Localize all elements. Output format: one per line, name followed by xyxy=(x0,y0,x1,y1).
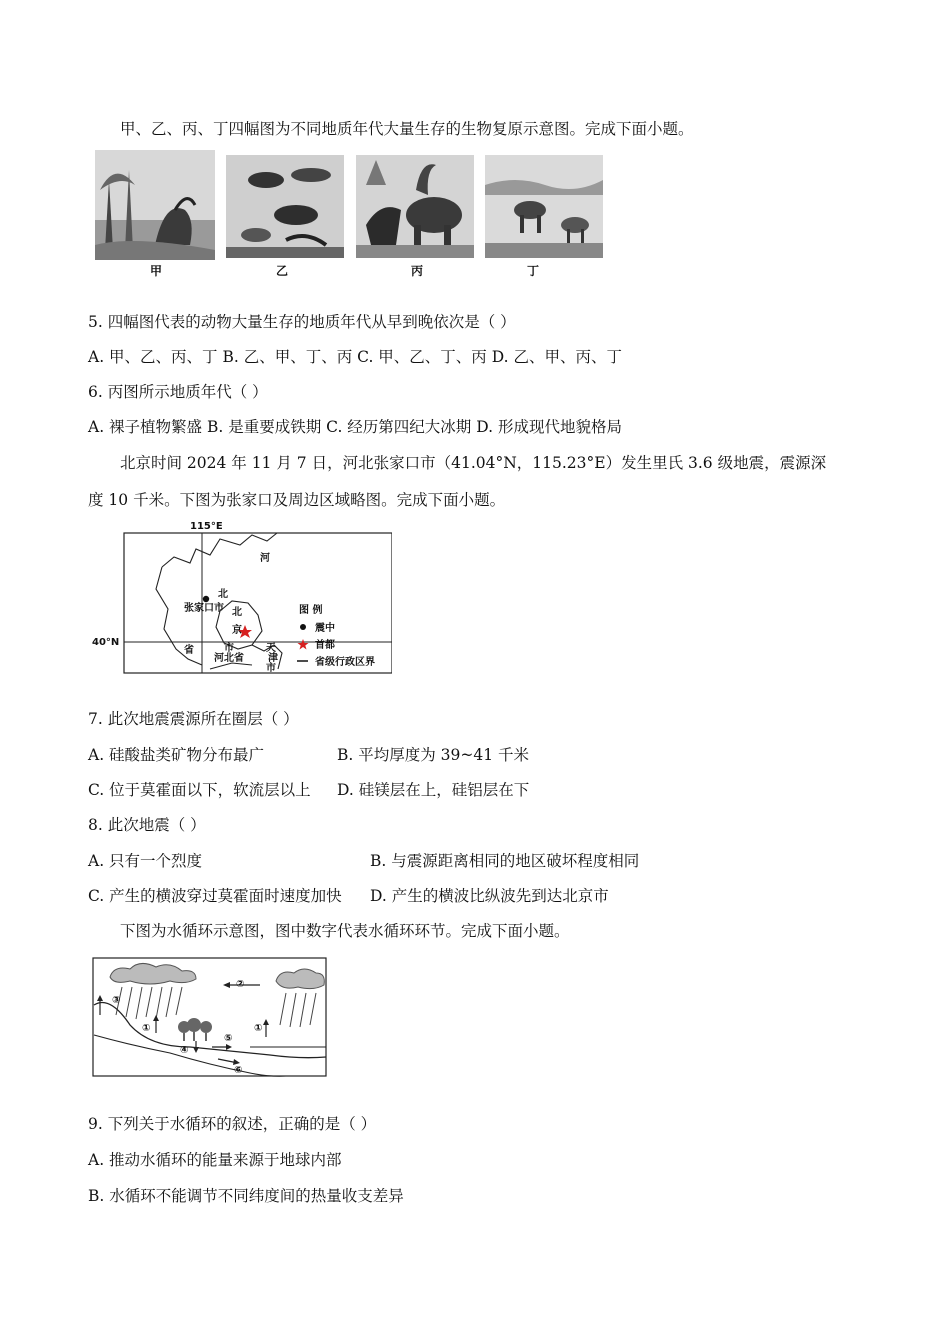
water-label-4: ④ xyxy=(180,1045,189,1056)
water-label-1a: ① xyxy=(142,1023,151,1034)
map-label-shi2: 市 xyxy=(266,663,276,674)
water-cycle-diagram xyxy=(90,955,330,1080)
map-label-jin: 津 xyxy=(268,653,278,664)
question-8-option-c: C. 产生的横波穿过莫霍面时速度加快 xyxy=(88,887,342,905)
fossil-image-ding xyxy=(485,155,605,280)
water-label-3: ③ xyxy=(112,995,121,1006)
water-label-5: ⑤ xyxy=(224,1033,233,1044)
question-7-stem: 7. 此次地震震源所在圈层（ ） xyxy=(88,710,299,728)
legend-title: 图 例 xyxy=(299,605,323,616)
map-lon-label: 115°E xyxy=(190,521,223,532)
question-5-options: A. 甲、乙、丙、丁 B. 乙、甲、丁、丙 C. 甲、乙、丁、丙 D. 乙、甲、丙、丁 xyxy=(88,348,622,366)
question-8-option-a: A. 只有一个烈度 xyxy=(88,852,203,870)
question-8-stem: 8. 此次地震（ ） xyxy=(88,816,206,834)
map-label-he: 河 xyxy=(260,553,270,564)
question-6-stem: 6. 丙图所示地质年代（ ） xyxy=(88,383,268,401)
question-8-option-b: B. 与震源距离相同的地区破坏程度相同 xyxy=(370,852,640,870)
water-label-6: ⑥ xyxy=(234,1065,243,1076)
fossil-caption-yi: 乙 xyxy=(276,264,289,278)
question-9-option-a: A. 推动水循环的能量来源于地球内部 xyxy=(88,1151,342,1169)
intro-text-2-line2: 度 10 千米。下图为张家口及周边区域略图。完成下面小题。 xyxy=(88,491,506,509)
intro-text-1: 甲、乙、丙、丁四幅图为不同地质年代大量生存的生物复原示意图。完成下面小题。 xyxy=(120,120,694,138)
question-8-option-d: D. 产生的横波比纵波先到达北京市 xyxy=(370,887,609,905)
water-label-2: ② xyxy=(236,979,245,990)
intro-text-3: 下图为水循环示意图，图中数字代表水循环环节。完成下面小题。 xyxy=(120,922,570,940)
question-5-stem: 5. 四幅图代表的动物大量生存的地质年代从早到晚依次是（ ） xyxy=(88,313,516,331)
fossil-image-yi xyxy=(226,155,344,280)
question-7-option-c: C. 位于莫霍面以下，软流层以上 xyxy=(88,781,311,799)
legend-boundary: 省级行政区界 xyxy=(315,657,375,668)
map-label-bei2: 北 xyxy=(232,607,242,618)
epicenter-dot xyxy=(203,596,209,602)
legend-capital: 首都 xyxy=(315,640,335,651)
map-label-jing: 京 xyxy=(232,625,242,636)
legend-epicenter: 震中 xyxy=(315,623,335,634)
question-9-stem: 9. 下列关于水循环的叙述，正确的是（ ） xyxy=(88,1115,377,1133)
map-label-shi: 市 xyxy=(224,643,234,654)
map-label-bei1: 北 xyxy=(218,589,228,600)
map-label-zhangjiakou: 张家口市 xyxy=(184,603,224,614)
map-label-sheng: 省 xyxy=(184,645,194,656)
fossil-caption-bing: 丙 xyxy=(411,264,424,278)
fossil-image-jia xyxy=(95,150,215,280)
fossil-caption-jia: 甲 xyxy=(150,264,163,278)
map-lat-label: 40°N xyxy=(92,637,120,648)
map-label-tian: 天 xyxy=(266,643,276,654)
question-7-option-b: B. 平均厚度为 39~41 千米 xyxy=(337,746,530,764)
question-6-options: A. 裸子植物繁盛 B. 是重要成铁期 C. 经历第四纪大冰期 D. 形成现代地貌格局 xyxy=(88,418,622,436)
map-label-hebeisheng: 河北省 xyxy=(214,653,244,664)
fossil-caption-ding: 丁 xyxy=(527,264,540,278)
fossil-image-bing xyxy=(356,155,474,280)
question-7-option-d: D. 硅镁层在上，硅铝层在下 xyxy=(337,781,530,799)
question-9-option-b: B. 水循环不能调节不同纬度间的热量收支差异 xyxy=(88,1187,404,1205)
intro-text-2-line1: 北京时间 2024 年 11 月 7 日，河北张家口市（41.04°N，115.23°E）发生里氏 3.6 级地震，震源深 xyxy=(120,454,827,472)
zhangjiakou-map xyxy=(92,519,392,675)
question-7-option-a: A. 硅酸盐类矿物分布最广 xyxy=(88,746,265,764)
water-label-1b: ① xyxy=(254,1023,263,1034)
